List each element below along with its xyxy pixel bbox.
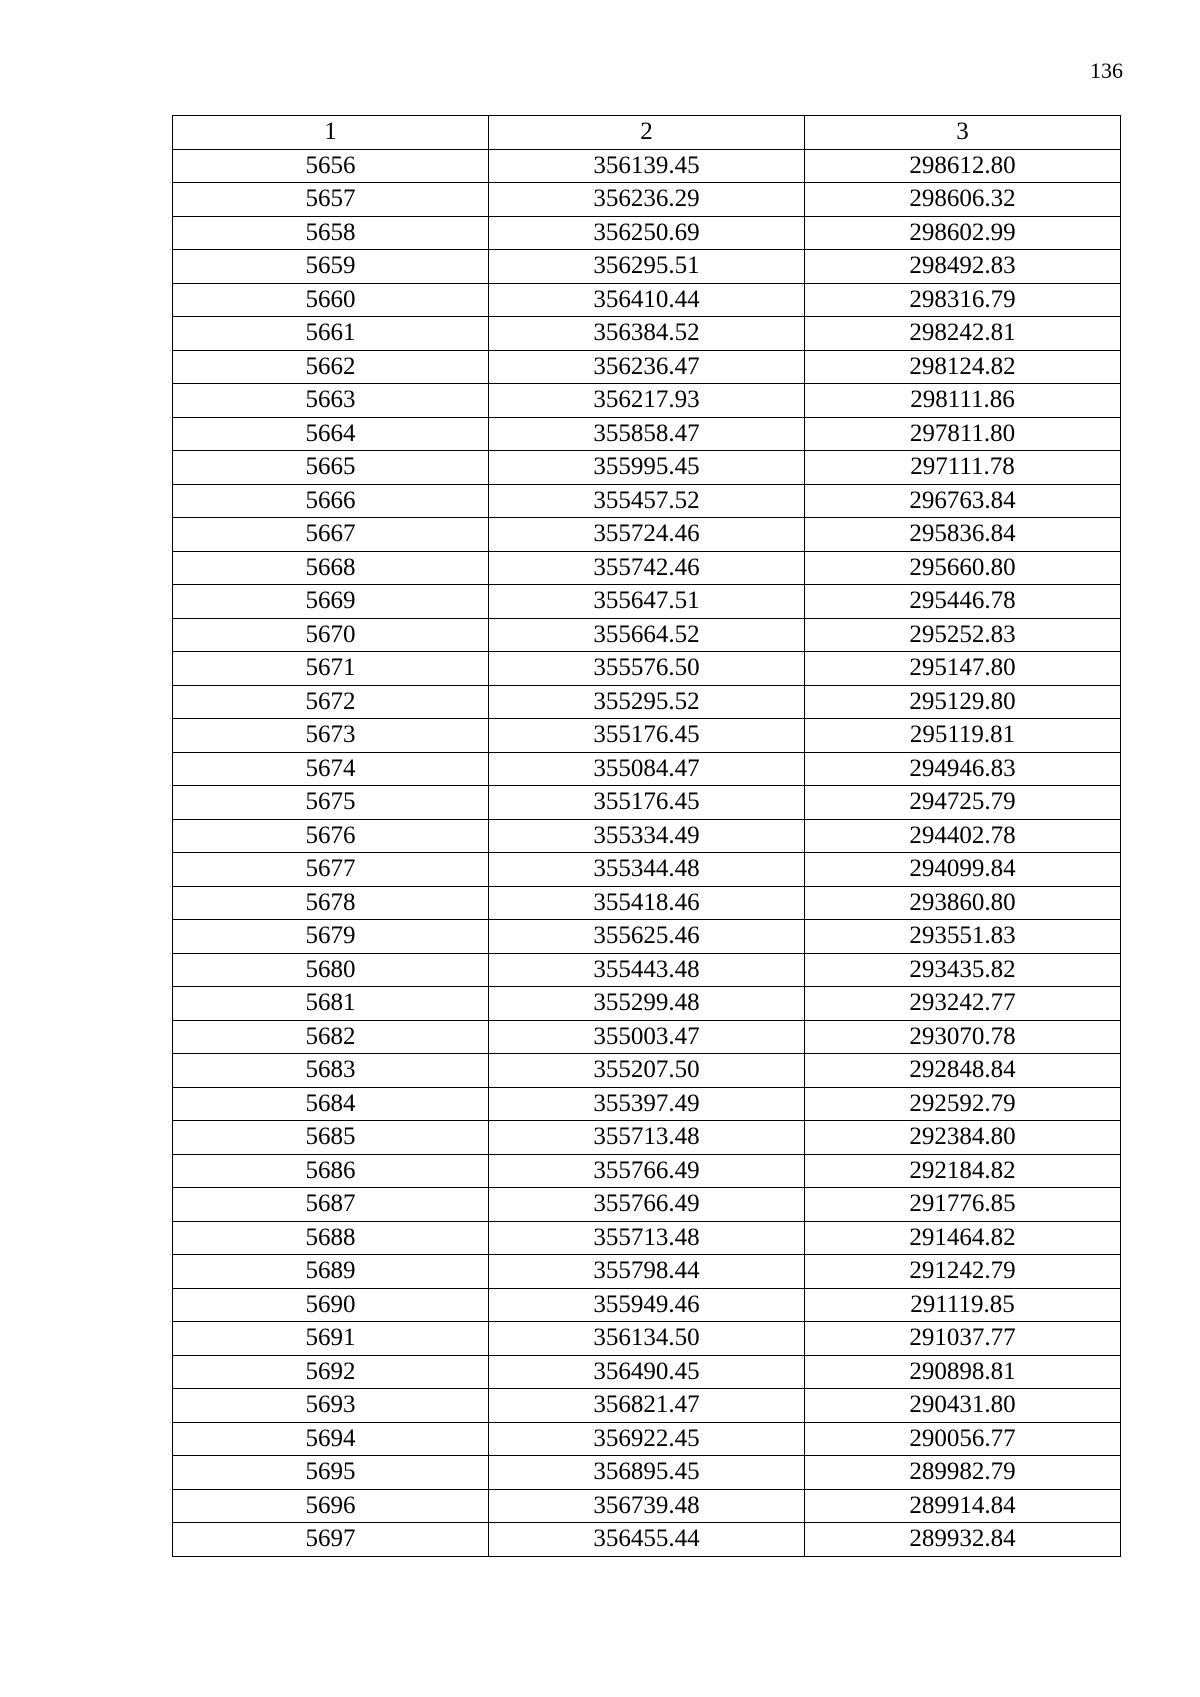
table-cell-col-2: 355858.47: [489, 417, 805, 451]
table-cell-col-3: 295836.84: [805, 518, 1121, 552]
table-cell-col-3: 290898.81: [805, 1355, 1121, 1389]
table-cell-col-2: 355798.44: [489, 1255, 805, 1289]
table-row: [173, 1121, 1121, 1155]
table-cell-col-1: 5672: [173, 685, 489, 719]
table-cell-col-2: 355084.47: [489, 752, 805, 786]
table-row: [173, 585, 1121, 619]
table-cell-col-1: 5683: [173, 1054, 489, 1088]
table-cell-col-2: 355334.49: [489, 819, 805, 853]
table-cell-col-3: 293242.77: [805, 987, 1121, 1021]
table-row: [173, 350, 1121, 384]
table-cell-col-1: 5666: [173, 484, 489, 518]
table-row: [173, 652, 1121, 686]
table-cell-col-3: 294402.78: [805, 819, 1121, 853]
table-cell-col-1: 5680: [173, 953, 489, 987]
table-row: [173, 518, 1121, 552]
table-cell-col-1: 5664: [173, 417, 489, 451]
table-row: [173, 384, 1121, 418]
column-header-2: 2: [489, 116, 805, 150]
table-row: [173, 216, 1121, 250]
table-cell-col-3: 295147.80: [805, 652, 1121, 686]
table-cell-col-3: 291776.85: [805, 1188, 1121, 1222]
table-cell-col-2: 355207.50: [489, 1054, 805, 1088]
coordinates-table: [172, 115, 1121, 1557]
table-row: [173, 719, 1121, 753]
table-cell-col-1: 5662: [173, 350, 489, 384]
table-row: [173, 417, 1121, 451]
table-cell-col-2: 355664.52: [489, 618, 805, 652]
table-cell-col-1: 5669: [173, 585, 489, 619]
table-cell-col-1: 5676: [173, 819, 489, 853]
table-row: [173, 1456, 1121, 1490]
table-cell-col-3: 298492.83: [805, 250, 1121, 284]
table-cell-col-2: 355995.45: [489, 451, 805, 485]
table-cell-col-2: 355397.49: [489, 1087, 805, 1121]
table-cell-col-2: 356139.45: [489, 149, 805, 183]
table-cell-col-3: 295129.80: [805, 685, 1121, 719]
table-cell-col-1: 5663: [173, 384, 489, 418]
table-cell-col-3: 295660.80: [805, 551, 1121, 585]
table-cell-col-3: 291037.77: [805, 1322, 1121, 1356]
table-row: [173, 1087, 1121, 1121]
table-cell-col-3: 298612.80: [805, 149, 1121, 183]
table-cell-col-1: 5679: [173, 920, 489, 954]
table-cell-col-1: 5694: [173, 1422, 489, 1456]
table-cell-col-2: 356295.51: [489, 250, 805, 284]
table-cell-col-2: 356821.47: [489, 1389, 805, 1423]
table-cell-col-2: 355949.46: [489, 1288, 805, 1322]
table-cell-col-2: 355724.46: [489, 518, 805, 552]
table-row: [173, 1389, 1121, 1423]
table-cell-col-3: 289932.84: [805, 1523, 1121, 1557]
table-cell-col-3: 298124.82: [805, 350, 1121, 384]
table-cell-col-2: 355003.47: [489, 1020, 805, 1054]
table-row: [173, 1523, 1121, 1557]
table-row: [173, 920, 1121, 954]
table-cell-col-1: 5684: [173, 1087, 489, 1121]
table-cell-col-2: 356895.45: [489, 1456, 805, 1490]
table-cell-col-3: 298242.81: [805, 317, 1121, 351]
table-cell-col-1: 5692: [173, 1355, 489, 1389]
table-cell-col-2: 355443.48: [489, 953, 805, 987]
table-cell-col-2: 355713.48: [489, 1221, 805, 1255]
table-cell-col-1: 5661: [173, 317, 489, 351]
table-row: [173, 1322, 1121, 1356]
table-row: [173, 1489, 1121, 1523]
table-cell-col-3: 294099.84: [805, 853, 1121, 887]
table-row: [173, 786, 1121, 820]
table-row: [173, 1355, 1121, 1389]
table-cell-col-3: 294725.79: [805, 786, 1121, 820]
table-cell-col-2: 355766.49: [489, 1188, 805, 1222]
table-cell-col-3: 292592.79: [805, 1087, 1121, 1121]
table-cell-col-3: 295252.83: [805, 618, 1121, 652]
table-cell-col-2: 355176.45: [489, 719, 805, 753]
table-cell-col-3: 298111.86: [805, 384, 1121, 418]
table-cell-col-1: 5677: [173, 853, 489, 887]
table-cell-col-2: 355176.45: [489, 786, 805, 820]
table-cell-col-3: 294946.83: [805, 752, 1121, 786]
table-cell-col-1: 5658: [173, 216, 489, 250]
table-row: [173, 886, 1121, 920]
table-cell-col-1: 5696: [173, 1489, 489, 1523]
table-row: [173, 484, 1121, 518]
table-cell-col-1: 5657: [173, 183, 489, 217]
table-cell-col-3: 297111.78: [805, 451, 1121, 485]
table-cell-col-2: 356922.45: [489, 1422, 805, 1456]
table-cell-col-1: 5667: [173, 518, 489, 552]
table-cell-col-3: 298606.32: [805, 183, 1121, 217]
table-cell-col-2: 355344.48: [489, 853, 805, 887]
table-cell-col-3: 293860.80: [805, 886, 1121, 920]
table-cell-col-1: 5675: [173, 786, 489, 820]
table-row: [173, 1188, 1121, 1222]
table-cell-col-3: 293551.83: [805, 920, 1121, 954]
table-cell-col-1: 5685: [173, 1121, 489, 1155]
table-cell-col-1: 5659: [173, 250, 489, 284]
table-row: [173, 317, 1121, 351]
table-cell-col-1: 5691: [173, 1322, 489, 1356]
table-row: [173, 953, 1121, 987]
table-cell-col-1: 5689: [173, 1255, 489, 1289]
table-cell-col-1: 5674: [173, 752, 489, 786]
table-cell-col-3: 291464.82: [805, 1221, 1121, 1255]
table-cell-col-2: 355576.50: [489, 652, 805, 686]
table-row: [173, 1020, 1121, 1054]
table-row: [173, 1154, 1121, 1188]
table-cell-col-3: 298602.99: [805, 216, 1121, 250]
table-cell-col-2: 356455.44: [489, 1523, 805, 1557]
table-header: [173, 116, 1121, 150]
table-cell-col-1: 5681: [173, 987, 489, 1021]
table-cell-col-3: 292384.80: [805, 1121, 1121, 1155]
table-row: [173, 1288, 1121, 1322]
table-cell-col-2: 356490.45: [489, 1355, 805, 1389]
table-cell-col-2: 356250.69: [489, 216, 805, 250]
table-row: [173, 1221, 1121, 1255]
table-cell-col-3: 290431.80: [805, 1389, 1121, 1423]
column-header-1: 1: [173, 116, 489, 150]
table-cell-col-1: 5665: [173, 451, 489, 485]
table-cell-col-1: 5671: [173, 652, 489, 686]
table-row: [173, 551, 1121, 585]
table-cell-col-2: 356739.48: [489, 1489, 805, 1523]
table-cell-col-2: 356236.29: [489, 183, 805, 217]
table-cell-col-1: 5673: [173, 719, 489, 753]
table-cell-col-3: 290056.77: [805, 1422, 1121, 1456]
page-number: 136: [1090, 58, 1123, 83]
table-cell-col-3: 298316.79: [805, 283, 1121, 317]
table-cell-col-2: 355457.52: [489, 484, 805, 518]
table-cell-col-2: 355647.51: [489, 585, 805, 619]
table-row: [173, 1054, 1121, 1088]
table-cell-col-1: 5688: [173, 1221, 489, 1255]
table-cell-col-2: 355713.48: [489, 1121, 805, 1155]
table-row: [173, 618, 1121, 652]
table-cell-col-3: 289982.79: [805, 1456, 1121, 1490]
column-header-3: 3: [805, 116, 1121, 150]
table-cell-col-2: 356410.44: [489, 283, 805, 317]
table-cell-col-1: 5678: [173, 886, 489, 920]
table-cell-col-2: 356384.52: [489, 317, 805, 351]
table-cell-col-1: 5697: [173, 1523, 489, 1557]
table-cell-col-2: 355418.46: [489, 886, 805, 920]
table-cell-col-3: 296763.84: [805, 484, 1121, 518]
table-cell-col-3: 293070.78: [805, 1020, 1121, 1054]
table-cell-col-2: 356134.50: [489, 1322, 805, 1356]
table-cell-col-1: 5682: [173, 1020, 489, 1054]
table-row: [173, 183, 1121, 217]
table-cell-col-3: 291119.85: [805, 1288, 1121, 1322]
table-cell-col-1: 5670: [173, 618, 489, 652]
table-cell-col-1: 5687: [173, 1188, 489, 1222]
table-row: [173, 853, 1121, 887]
table-row: [173, 685, 1121, 719]
table-row: [173, 1422, 1121, 1456]
table-row: [173, 987, 1121, 1021]
table-cell-col-2: 355625.46: [489, 920, 805, 954]
table-cell-col-1: 5693: [173, 1389, 489, 1423]
table-cell-col-3: 297811.80: [805, 417, 1121, 451]
table-cell-col-1: 5686: [173, 1154, 489, 1188]
table-row: [173, 1255, 1121, 1289]
table-cell-col-1: 5656: [173, 149, 489, 183]
table-row: [173, 819, 1121, 853]
table-row: [173, 149, 1121, 183]
table-cell-col-3: 295119.81: [805, 719, 1121, 753]
table-cell-col-1: 5660: [173, 283, 489, 317]
table-cell-col-2: 356217.93: [489, 384, 805, 418]
table-cell-col-1: 5695: [173, 1456, 489, 1490]
table-cell-col-3: 289914.84: [805, 1489, 1121, 1523]
table-cell-col-2: 355295.52: [489, 685, 805, 719]
table-cell-col-2: 355299.48: [489, 987, 805, 1021]
table-cell-col-3: 295446.78: [805, 585, 1121, 619]
table-cell-col-1: 5668: [173, 551, 489, 585]
table-row: [173, 283, 1121, 317]
header-row: [173, 116, 1121, 150]
table-cell-col-3: 292184.82: [805, 1154, 1121, 1188]
table-cell-col-3: 293435.82: [805, 953, 1121, 987]
table-row: [173, 250, 1121, 284]
table-cell-col-3: 292848.84: [805, 1054, 1121, 1088]
table-row: [173, 752, 1121, 786]
table-row: [173, 451, 1121, 485]
table-body: [173, 149, 1121, 1556]
table-cell-col-1: 5690: [173, 1288, 489, 1322]
table-cell-col-2: 355742.46: [489, 551, 805, 585]
table-cell-col-2: 356236.47: [489, 350, 805, 384]
table-cell-col-2: 355766.49: [489, 1154, 805, 1188]
table-cell-col-3: 291242.79: [805, 1255, 1121, 1289]
